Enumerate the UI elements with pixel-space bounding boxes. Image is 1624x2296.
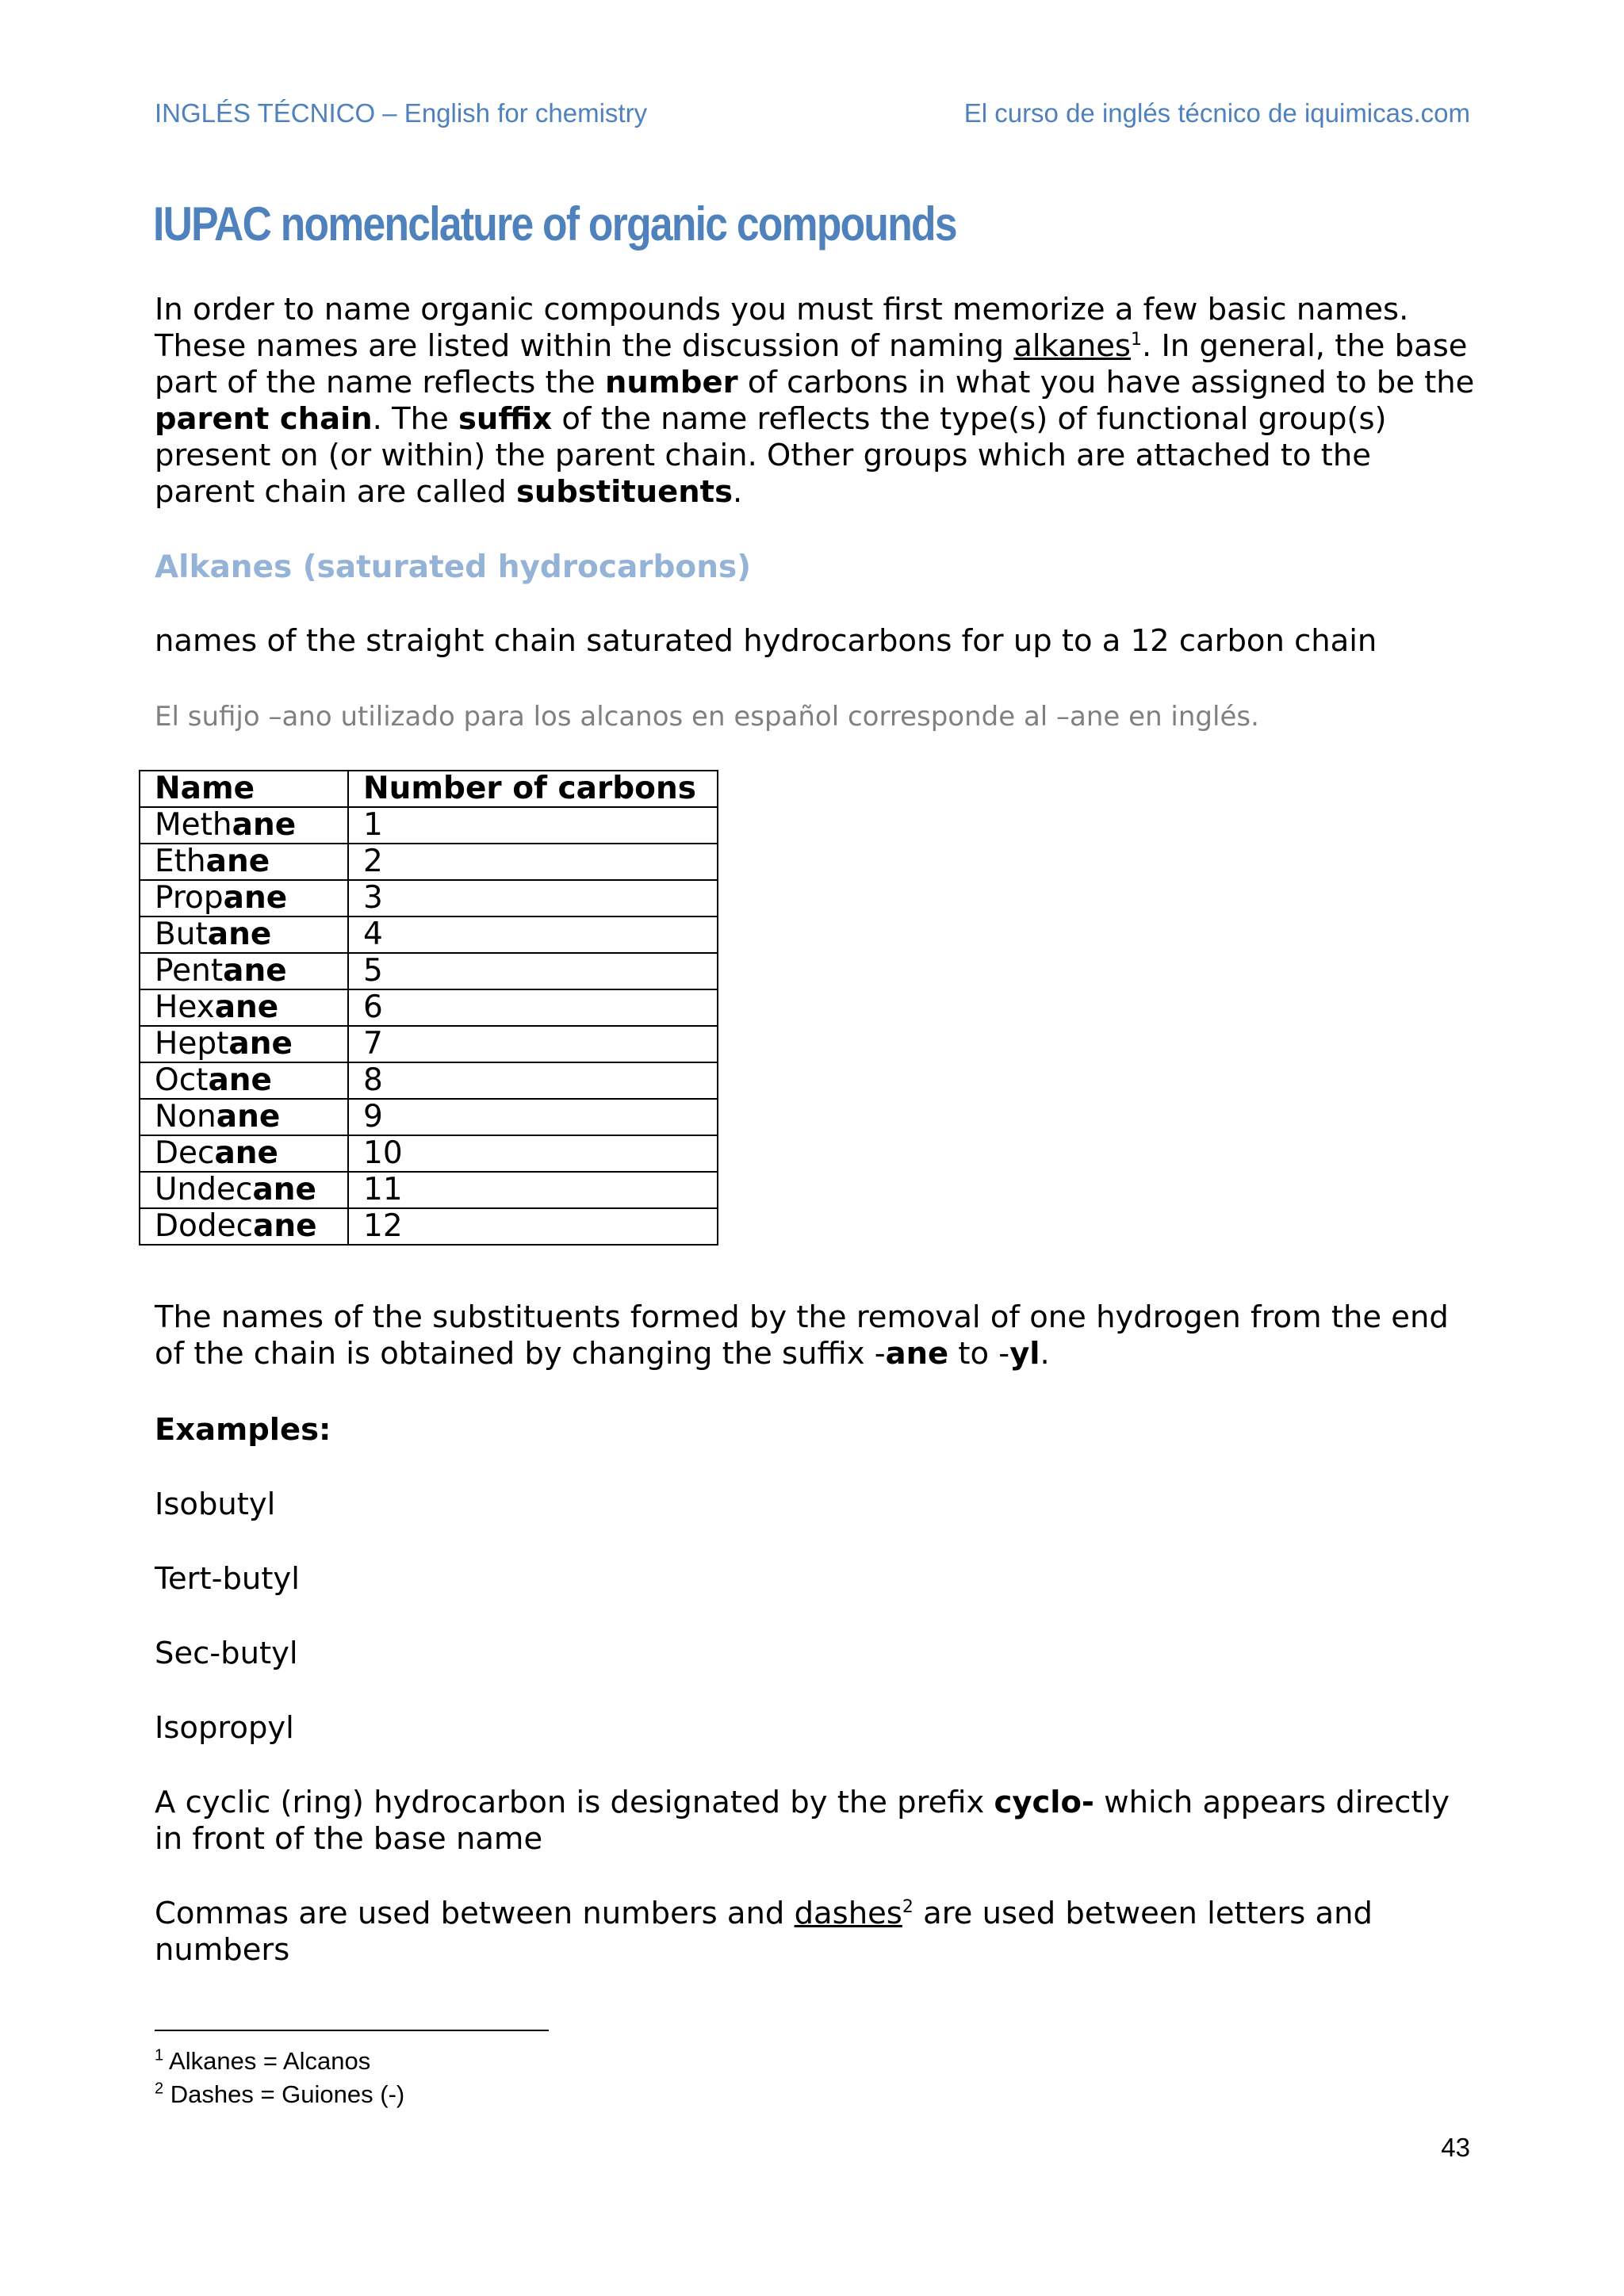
straight-chain-text: names of the straight chain saturated hydrocarbons for up to a 12 carbon chain [155, 623, 1377, 659]
carbon-count-cell: 11 [348, 1172, 718, 1208]
carbon-count-cell: 7 [348, 1026, 718, 1062]
intro-bold-parent-chain: parent chain [155, 401, 373, 437]
example-item: Isopropyl [155, 1710, 294, 1746]
alkane-name-stem: Non [155, 1099, 216, 1135]
alkane-name-cell [140, 1172, 348, 1208]
alkane-name-suffix: ane [216, 1099, 281, 1135]
carbon-count-cell: 1 [348, 807, 718, 844]
alkane-name-cell [140, 1062, 348, 1099]
footnote-1-text: Alkanes = Alcanos [163, 2047, 371, 2075]
alkane-name-stem: But [155, 916, 208, 952]
substituents-text-3: . [1040, 1336, 1050, 1372]
alkane-name-stem: Prop [155, 880, 224, 916]
substituents-text-1: The names of the substituents formed by the removal of one hydrogen from the end of the chain is obtained by changing the suffix - [155, 1299, 1449, 1372]
carbon-count-cell: 12 [348, 1208, 718, 1245]
footnote-1 [155, 2047, 370, 2076]
alkane-name-stem: Eth [155, 844, 206, 879]
cyclic-paragraph [155, 1785, 1479, 1858]
cyclic-text-1: A cyclic (ring) hydrocarbon is designated by the prefix [155, 1785, 994, 1820]
alkanes-table-body [140, 807, 718, 1245]
table-row [140, 1135, 718, 1172]
table-row [140, 1208, 718, 1245]
intro-text-1: In order to name organic compounds you must first memorize a few basic names. These names are listed within the discussion of naming [155, 292, 1409, 364]
alkane-name-suffix: ane [214, 989, 279, 1025]
alkane-name-suffix: ane [232, 807, 297, 843]
table-row [140, 844, 718, 880]
carbon-count-cell: 10 [348, 1135, 718, 1172]
intro-bold-number: number [604, 365, 738, 400]
table-header-name: Name [140, 771, 348, 807]
alkane-name-cell [140, 916, 348, 953]
carbon-count-cell: 2 [348, 844, 718, 880]
alkane-name-suffix: ane [223, 953, 287, 989]
alkane-name-stem: Pent [155, 953, 224, 989]
alkane-name-cell [140, 953, 348, 989]
table-row [140, 953, 718, 989]
intro-bold-suffix: suffix [458, 401, 553, 437]
alkane-name-suffix: ane [205, 844, 270, 879]
alkane-name-suffix: ane [208, 1062, 272, 1098]
alkane-name-stem: Dec [155, 1135, 215, 1171]
footnote-2 [155, 2080, 404, 2109]
footnote-1-mark: 1 [155, 2046, 164, 2064]
suffix-yl: yl [1009, 1336, 1040, 1372]
carbon-count-cell: 8 [348, 1062, 718, 1099]
intro-text-4: . The [372, 401, 458, 437]
commas-paragraph [155, 1896, 1479, 1969]
footnote-2-mark: 2 [155, 2080, 164, 2098]
examples-heading: Examples: [155, 1412, 331, 1448]
carbon-count-cell: 3 [348, 880, 718, 916]
cyclic-text-2: which appears directly in front of the base name [155, 1785, 1450, 1857]
alkane-name-cell [140, 1026, 348, 1062]
alkane-name-stem: Meth [155, 807, 232, 843]
intro-text-6: . [733, 474, 743, 510]
alkane-name-stem: Dodec [155, 1208, 254, 1244]
footnote-ref-1[interactable]: 1 [1130, 330, 1142, 350]
commas-text-1: Commas are used between numbers and [155, 1896, 795, 1931]
substituents-text-2: to - [948, 1336, 1010, 1372]
table-row [140, 880, 718, 916]
example-item: Isobutyl [155, 1487, 276, 1522]
commas-text-2: are used between letters and numbers [155, 1896, 1373, 1968]
alkane-name-cell [140, 880, 348, 916]
table-header-carbons: Number of carbons [348, 771, 718, 807]
table-row [140, 807, 718, 844]
header-site-name: El curso de inglés técnico de iquimicas.com [963, 98, 1470, 128]
footnote-ref-2[interactable]: 2 [902, 1897, 914, 1918]
alkanes-table [139, 770, 718, 1246]
alkane-name-cell [140, 844, 348, 880]
example-item: Sec-butyl [155, 1636, 298, 1671]
alkane-name-cell [140, 1208, 348, 1245]
table-row [140, 989, 718, 1026]
alkane-name-stem: Undec [155, 1172, 253, 1207]
carbon-count-cell: 9 [348, 1099, 718, 1135]
substituents-paragraph [155, 1299, 1479, 1372]
prefix-cyclo: cyclo- [994, 1785, 1094, 1820]
example-item: Tert-butyl [155, 1561, 300, 1597]
carbon-count-cell: 6 [348, 989, 718, 1026]
spanish-note: El sufijo –ano utilizado para los alcanos en español corresponde al –ane en inglés. [155, 701, 1259, 733]
section-heading-alkanes: Alkanes (saturated hydrocarbons) [155, 549, 752, 585]
alkane-name-stem: Hept [155, 1026, 229, 1062]
alkane-name-cell [140, 989, 348, 1026]
intro-paragraph [155, 292, 1479, 511]
alkane-name-cell [140, 1135, 348, 1172]
carbon-count-cell: 4 [348, 916, 718, 953]
page-title: IUPAC nomenclature of organic compounds [153, 197, 956, 251]
alkane-name-suffix: ane [252, 1172, 317, 1207]
dashes-link[interactable]: dashes [794, 1896, 902, 1931]
alkane-name-stem: Oct [155, 1062, 209, 1098]
alkane-name-suffix: ane [207, 916, 272, 952]
table-row [140, 1062, 718, 1099]
alkane-name-cell [140, 807, 348, 844]
alkane-name-cell [140, 1099, 348, 1135]
intro-text-5: of the name reflects the type(s) of functional group(s) present on (or within) the parent chain. Other groups which are attached to the parent chain are called [155, 401, 1387, 510]
table-row [140, 1026, 718, 1062]
table-header-row [140, 771, 718, 807]
carbon-count-cell: 5 [348, 953, 718, 989]
intro-text-2: . In general, the base part of the name reflects the [155, 328, 1468, 400]
table-row [140, 1099, 718, 1135]
footnote-divider [155, 2030, 549, 2031]
suffix-ane: ane [885, 1336, 949, 1372]
intro-bold-substituents: substituents [515, 474, 733, 510]
table-row [140, 916, 718, 953]
footnote-2-text: Dashes = Guiones (-) [163, 2080, 405, 2108]
alkane-name-suffix: ane [228, 1026, 293, 1062]
alkane-name-stem: Hex [155, 989, 215, 1025]
intro-text-3: of carbons in what you have assigned to be the [737, 365, 1475, 400]
table-row [140, 1172, 718, 1208]
alkane-name-suffix: ane [253, 1208, 317, 1244]
alkanes-link[interactable]: alkanes [1013, 328, 1131, 364]
alkane-name-suffix: ane [223, 880, 288, 916]
alkane-name-suffix: ane [214, 1135, 279, 1171]
header-course-title: INGLÉS TÉCNICO – English for chemistry [155, 98, 648, 128]
page-number: 43 [1441, 2133, 1470, 2162]
